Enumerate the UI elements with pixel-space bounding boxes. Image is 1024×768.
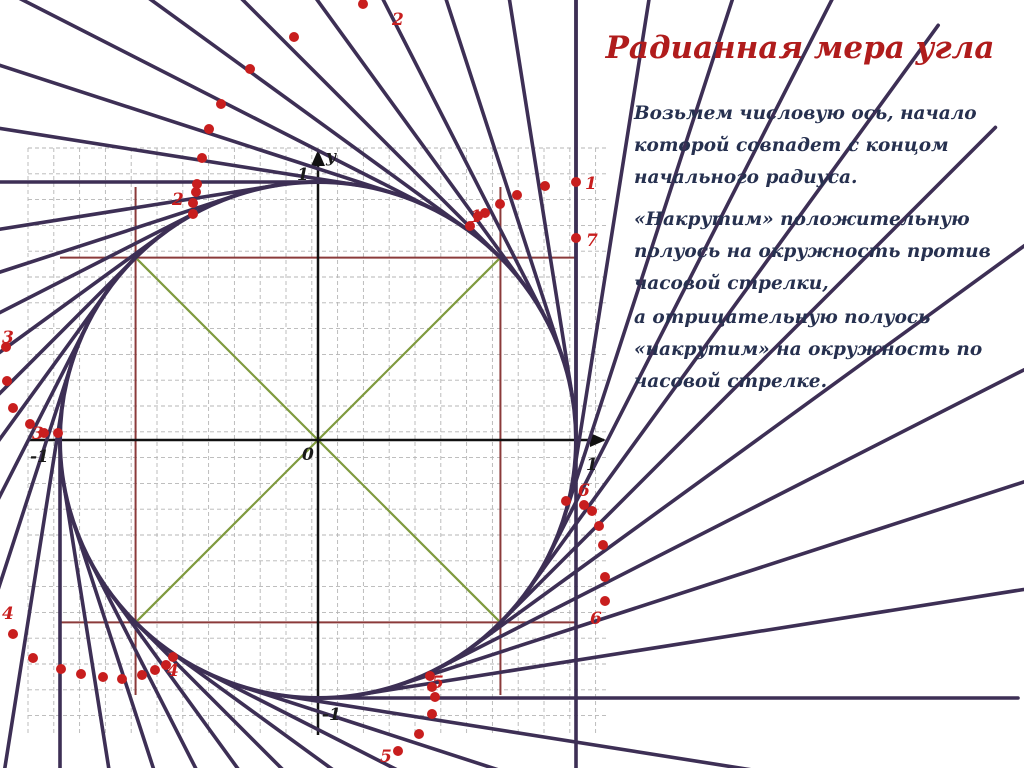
number-point — [540, 181, 550, 191]
number-point — [594, 521, 604, 531]
number-point — [245, 64, 255, 74]
number-point — [600, 572, 610, 582]
number-label-5-line: 5 — [380, 747, 392, 767]
number-point — [427, 709, 437, 719]
number-label-4-circle: 4 — [167, 661, 179, 681]
tangent-line — [398, 469, 1024, 685]
number-point — [289, 32, 299, 42]
number-point — [137, 670, 147, 680]
number-point — [571, 177, 581, 187]
number-point — [188, 209, 198, 219]
slide-title: Радианная мера угла — [605, 30, 995, 66]
number-point — [512, 190, 522, 200]
tangent-line — [0, 231, 166, 642]
number-point — [600, 596, 610, 606]
tangent-line — [166, 649, 732, 768]
number-point — [216, 99, 226, 109]
tangent-line — [115, 0, 526, 288]
paragraph-2: «Накрутим» положительную полуось на окружность против часовой стрелки, — [634, 209, 991, 294]
number-point — [414, 729, 424, 739]
number-point — [571, 233, 581, 243]
number-label-7-line: 7 — [586, 231, 598, 251]
number-label-6-line: 6 — [590, 609, 602, 629]
number-point — [393, 746, 403, 756]
number-point — [8, 629, 18, 639]
number-point — [56, 664, 66, 674]
number-label-3-circle: 3 — [32, 424, 44, 444]
tangent-line — [201, 670, 825, 768]
number-label-3-line: 3 — [2, 328, 14, 348]
tangent-line — [358, 585, 1024, 695]
number-point — [8, 403, 18, 413]
number-label-2-circle: 2 — [172, 190, 184, 210]
number-point — [430, 692, 440, 702]
number-point — [495, 199, 505, 209]
origin-label: 0 — [302, 445, 314, 465]
y-one-label: 1 — [297, 165, 309, 185]
number-point — [358, 0, 368, 9]
paragraph-3: а отрицательную полуось «накрутим» на окружность по часовой стрелке. — [634, 307, 983, 392]
number-label-1-line: 1 — [585, 174, 597, 194]
number-label-2-line: 2 — [392, 10, 404, 30]
number-point — [28, 653, 38, 663]
number-point — [117, 674, 127, 684]
number-point — [188, 198, 198, 208]
number-point — [191, 187, 201, 197]
x-minus-one-label: -1 — [30, 447, 49, 467]
number-point — [561, 496, 571, 506]
number-label-5-circle: 5 — [432, 673, 444, 693]
number-point — [197, 153, 207, 163]
x-one-label: 1 — [586, 455, 598, 475]
number-point — [2, 376, 12, 386]
y-axis-label: y — [326, 147, 336, 167]
number-label-4-line: 4 — [2, 604, 14, 624]
number-point — [98, 672, 108, 682]
paragraph-1: Возьмем числовую ось, начало которой совпадет с концом начального радиуса. — [634, 103, 977, 188]
number-point — [579, 500, 589, 510]
number-label-6-circle: 6 — [578, 481, 590, 501]
number-point — [598, 540, 608, 550]
y-minus-one-label: -1 — [322, 705, 341, 725]
number-label-1-circle: 1 — [470, 207, 482, 227]
number-point — [587, 506, 597, 516]
number-point — [150, 665, 160, 675]
number-point — [53, 428, 63, 438]
number-point — [76, 669, 86, 679]
number-point — [204, 124, 214, 134]
